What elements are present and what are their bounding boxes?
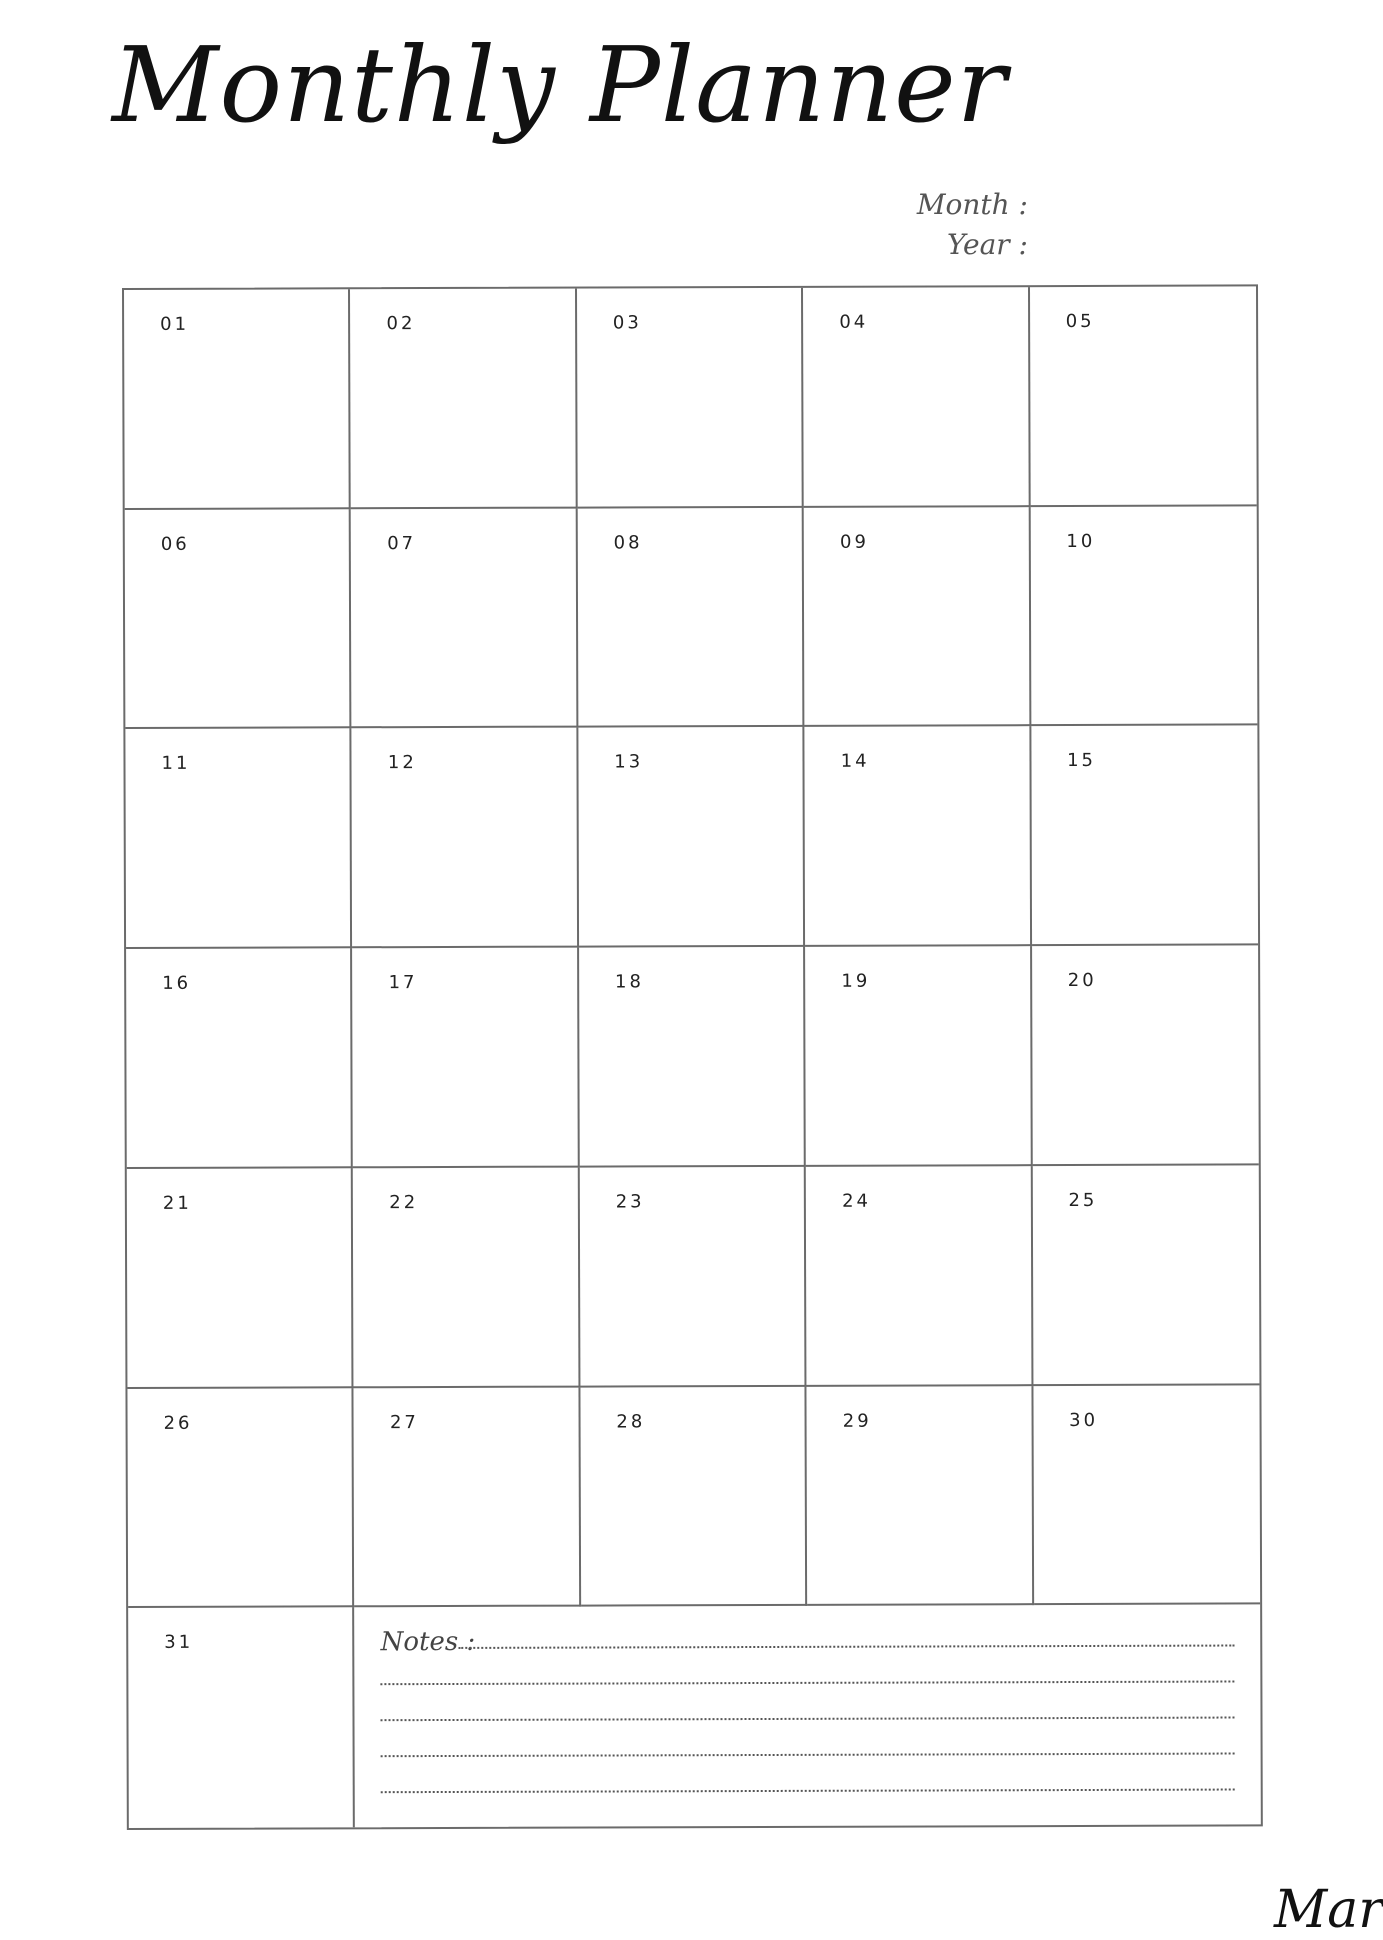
notes-line[interactable]	[459, 1645, 1235, 1649]
day-number: 30	[1069, 1409, 1099, 1431]
page-title: Monthly Planner	[112, 24, 1008, 146]
day-cell[interactable]	[350, 289, 577, 509]
day-cell[interactable]	[579, 947, 806, 1167]
day-cell[interactable]	[807, 1386, 1034, 1606]
day-cell[interactable]	[1032, 1165, 1259, 1385]
day-number: 18	[614, 971, 644, 993]
day-cell[interactable]	[578, 727, 805, 947]
day-number: 11	[161, 753, 191, 775]
day-number: 25	[1068, 1189, 1098, 1211]
year-label: Year :	[946, 228, 1028, 261]
day-cell[interactable]	[806, 1166, 1033, 1386]
day-cell[interactable]	[580, 1386, 807, 1606]
day-number: 28	[616, 1410, 646, 1433]
month-label: Month :	[916, 188, 1028, 221]
day-number: 09	[839, 531, 869, 553]
day-number: 17	[388, 972, 418, 994]
notes-line[interactable]	[381, 1717, 1235, 1722]
notes-line[interactable]	[381, 1681, 1235, 1686]
day-cell[interactable]	[125, 509, 352, 729]
day-cell[interactable]	[126, 948, 353, 1168]
day-cell[interactable]	[351, 508, 578, 728]
day-number: 01	[160, 313, 190, 335]
day-number: 13	[614, 751, 644, 773]
day-number: 12	[387, 752, 417, 774]
day-cell[interactable]	[1033, 1385, 1260, 1605]
day-cell[interactable]	[124, 289, 351, 509]
day-cell[interactable]	[352, 948, 579, 1168]
day-number: 23	[615, 1191, 645, 1213]
day-cell[interactable]	[577, 508, 804, 728]
day-number: 04	[839, 311, 869, 333]
day-cell[interactable]	[1030, 506, 1257, 726]
day-cell[interactable]	[577, 288, 804, 508]
day-number: 20	[1067, 970, 1097, 992]
day-number: 14	[840, 751, 870, 773]
day-cell[interactable]	[803, 287, 1030, 507]
day-cell[interactable]	[1031, 726, 1258, 946]
day-cell[interactable]	[127, 1388, 354, 1608]
notes-area[interactable]	[355, 1605, 1261, 1828]
day-number: 16	[162, 972, 192, 995]
day-cell[interactable]	[127, 1168, 354, 1388]
notes-label: Notes :	[380, 1627, 476, 1658]
notes-line[interactable]	[381, 1753, 1235, 1758]
day-number: 03	[612, 312, 642, 334]
day-number: 24	[842, 1190, 871, 1212]
notes-line[interactable]	[381, 1789, 1235, 1794]
day-number: 06	[160, 533, 190, 555]
day-cell[interactable]	[580, 1167, 807, 1387]
day-cell[interactable]	[805, 727, 1032, 947]
calendar-grid	[122, 284, 1263, 1830]
day-number: 15	[1067, 750, 1097, 772]
day-cell[interactable]	[804, 507, 1031, 727]
day-number: 27	[389, 1411, 419, 1433]
day-number: 29	[842, 1410, 872, 1432]
day-cell[interactable]	[128, 1608, 355, 1828]
day-cell[interactable]	[1030, 286, 1257, 506]
day-number: 22	[389, 1191, 419, 1214]
day-number: 05	[1065, 310, 1095, 333]
day-cell[interactable]	[805, 946, 1032, 1166]
day-cell[interactable]	[353, 1167, 580, 1387]
day-number: 31	[164, 1632, 194, 1654]
day-cell[interactable]	[125, 729, 352, 949]
day-cell[interactable]	[354, 1387, 581, 1607]
day-number: 21	[162, 1192, 192, 1214]
day-number: 02	[386, 313, 416, 335]
day-cell[interactable]	[352, 728, 579, 948]
day-number: 26	[163, 1412, 193, 1434]
day-number: 19	[841, 970, 871, 992]
day-number: 08	[613, 532, 643, 554]
day-number: 10	[1066, 530, 1096, 552]
day-number: 07	[387, 532, 417, 554]
signature: Mar	[1274, 1880, 1383, 1940]
day-cell[interactable]	[1032, 946, 1259, 1166]
